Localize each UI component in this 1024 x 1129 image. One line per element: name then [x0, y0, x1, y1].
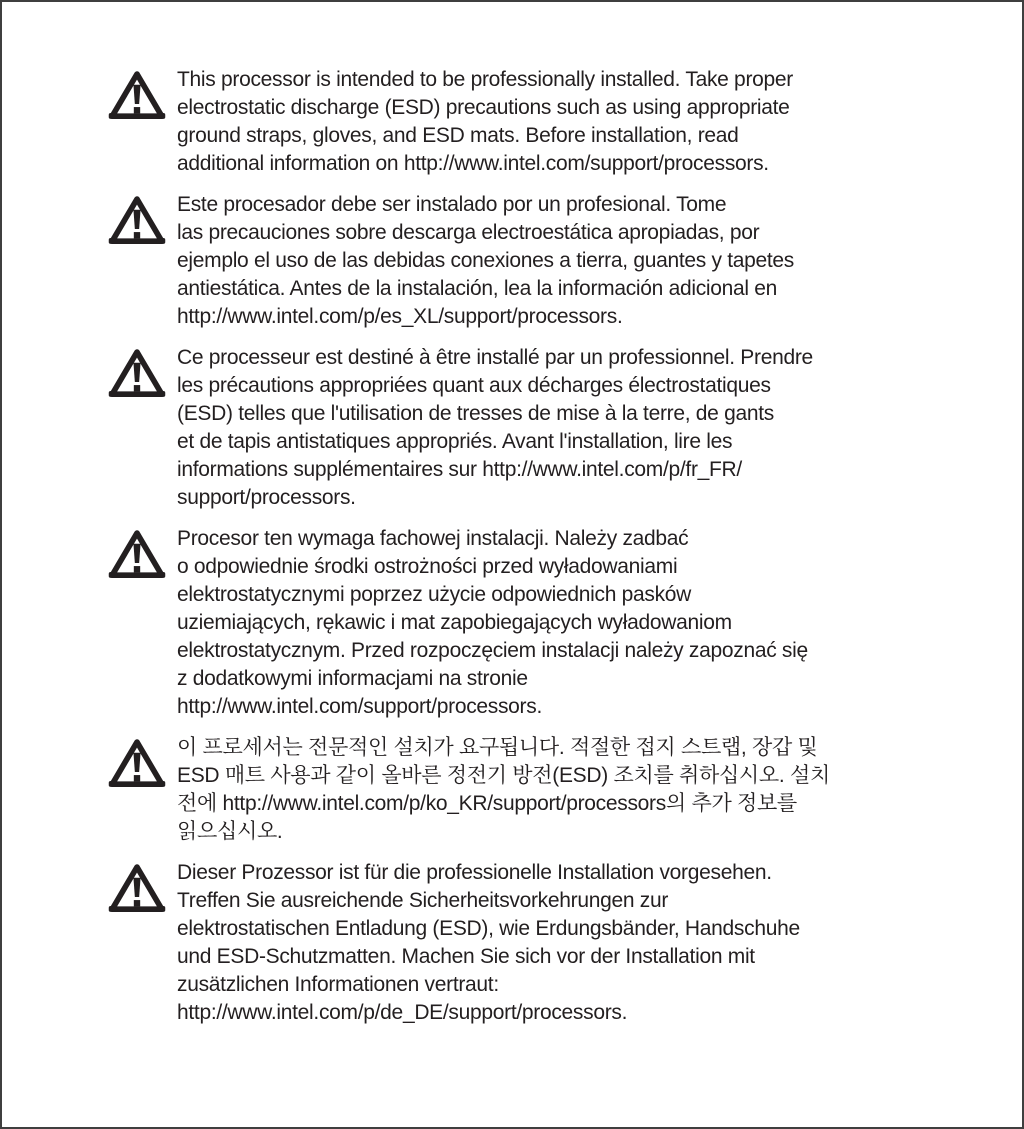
warning-line: o odpowiednie środki ostrożności przed wyładowaniami	[177, 555, 678, 578]
warning-triangle-icon	[108, 194, 168, 249]
warning-line: http://www.intel.com/p/es_XL/support/processors.	[177, 305, 623, 328]
warning-text	[177, 859, 800, 1027]
warning-notice	[108, 734, 988, 846]
warning-line: elektrostatycznymi poprzez użycie odpowiednich pasków	[177, 583, 692, 606]
warning-text	[177, 734, 830, 846]
warning-line: 전에 http://www.intel.com/p/ko_KR/support/processors의 추가 정보를	[177, 792, 797, 815]
warning-line: Dieser Prozessor ist für die professionelle Installation vorgesehen.	[177, 861, 772, 884]
warning-line: additional information on http://www.intel.com/support/processors.	[177, 152, 769, 175]
warning-triangle-icon	[108, 347, 168, 402]
warning-line: les précautions appropriées quant aux décharges électrostatiques	[177, 374, 771, 397]
warning-line: (ESD) telles que l'utilisation de tresses de mise à la terre, de gants	[177, 402, 774, 425]
warning-line: Procesor ten wymaga fachowej instalacji. Należy zadbać	[177, 527, 689, 550]
warning-line: las precauciones sobre descarga electroestática apropiadas, por	[177, 221, 760, 244]
warning-triangle-icon	[108, 737, 168, 792]
warning-triangle-icon	[108, 69, 168, 124]
warning-line: z dodatkowymi informacjami na stronie	[177, 667, 528, 690]
warning-text	[177, 344, 813, 512]
warning-line: Treffen Sie ausreichende Sicherheitsvorkehrungen zur	[177, 889, 669, 912]
warning-triangle-icon	[108, 862, 168, 917]
warning-line: uziemiających, rękawic i mat zapobiegających wyładowaniom	[177, 611, 732, 634]
warning-line: Ce processeur est destiné à être installé par un professionnel. Prendre	[177, 346, 813, 369]
warning-line: ground straps, gloves, and ESD mats. Before installation, read	[177, 124, 739, 147]
warning-list	[2, 2, 1022, 1027]
warning-line: 이 프로세서는 전문적인 설치가 요구됩니다. 적절한 접지 스트랩, 장갑 및	[177, 736, 818, 759]
warning-line: antiestática. Antes de la instalación, lea la información adicional en	[177, 277, 778, 300]
warning-line: This processor is intended to be professionally installed. Take proper	[177, 68, 793, 91]
warning-line: informations supplémentaires sur http://www.intel.com/p/fr_FR/	[177, 458, 742, 481]
warning-line: ESD 매트 사용과 같이 올바른 정전기 방전(ESD) 조치를 취하십시오. 설치	[177, 764, 830, 787]
warning-line: http://www.intel.com/support/processors.	[177, 695, 542, 718]
warning-line: http://www.intel.com/p/de_DE/support/processors.	[177, 1001, 628, 1024]
warning-line: zusätzlichen Informationen vertraut:	[177, 973, 499, 996]
warning-line: elektrostatycznym. Przed rozpoczęciem instalacji należy zapoznać się	[177, 639, 808, 662]
warning-line: ejemplo el uso de las debidas conexiones a tierra, guantes y tapetes	[177, 249, 795, 272]
warning-line: 읽으십시오.	[177, 820, 283, 843]
warning-text	[177, 525, 808, 721]
warning-notice	[108, 191, 988, 331]
warning-text	[177, 191, 794, 331]
warning-line: support/processors.	[177, 486, 356, 509]
warning-line: et de tapis antistatiques appropriés. Avant l'installation, lire les	[177, 430, 733, 453]
warning-notice	[108, 525, 988, 721]
warning-notice	[108, 66, 988, 178]
warning-line: und ESD-Schutzmatten. Machen Sie sich vor der Installation mit	[177, 945, 755, 968]
warning-notice	[108, 859, 988, 1027]
warning-notice	[108, 344, 988, 512]
warning-line: elektrostatischen Entladung (ESD), wie Erdungsbänder, Handschuhe	[177, 917, 800, 940]
warning-line: electrostatic discharge (ESD) precautions such as using appropriate	[177, 96, 790, 119]
warning-line: Este procesador debe ser instalado por un profesional. Tome	[177, 193, 727, 216]
warning-text	[177, 66, 793, 178]
warning-triangle-icon	[108, 528, 168, 583]
